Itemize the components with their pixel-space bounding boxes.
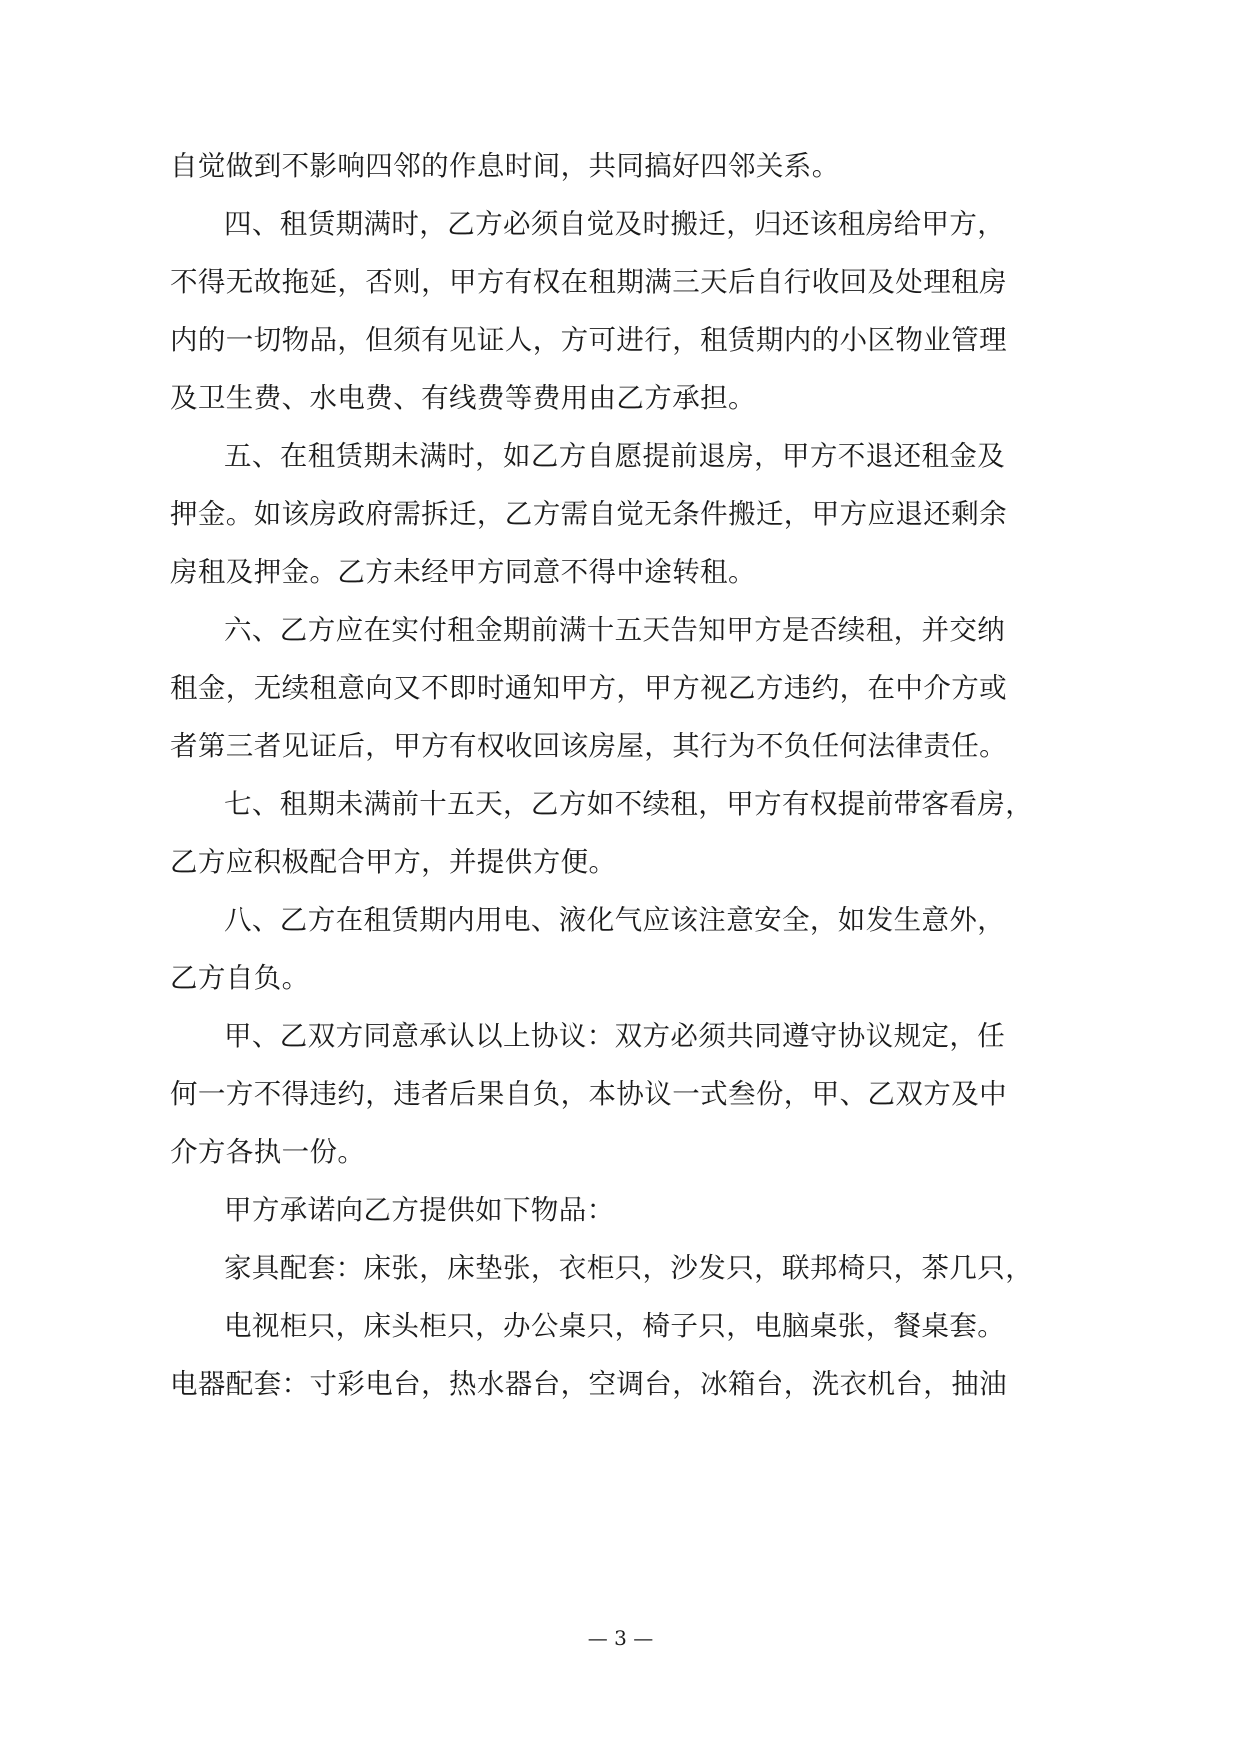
text-line: 押金。如该房政府需拆迁，乙方需自觉无条件搬迁，甲方应退还剩余 [170,498,1007,530]
text-line: 乙方应积极配合甲方，并提供方便。 [170,846,617,878]
text-line: 自觉做到不影响四邻的作息时间，共同搞好四邻关系。 [170,150,840,182]
text-line: 八、乙方在租赁期内用电、液化气应该注意安全，如发生意外， [224,904,1006,936]
text-line: 及卫生费、水电费、有线费等费用由乙方承担。 [170,382,756,414]
text-line: 乙方自负。 [170,962,310,994]
text-line: 何一方不得违约，违者后果自负，本协议一式叁份，甲、乙双方及中 [170,1078,1007,1110]
text-line: 电器配套：寸彩电台，热水器台，空调台，冰箱台，洗衣机台，抽油 [170,1368,1007,1400]
text-line: 七、租期未满前十五天，乙方如不续租，甲方有权提前带客看房， [224,788,1034,820]
text-line: 四、租赁期满时，乙方必须自觉及时搬迁，归还该租房给甲方， [224,208,1006,240]
text-line: 介方各执一份。 [170,1136,366,1168]
text-line: 房租及押金。乙方未经甲方同意不得中途转租。 [170,556,756,588]
text-line: 六、乙方应在实付租金期前满十五天告知甲方是否续租，并交纳 [224,614,1006,646]
text-line: 甲方承诺向乙方提供如下物品： [224,1194,615,1226]
text-line: 不得无故拖延，否则，甲方有权在租期满三天后自行收回及处理租房 [170,266,1007,298]
text-line: 租金，无续租意向又不即时通知甲方，甲方视乙方违约，在中介方或 [170,672,1007,704]
text-line: 家具配套：床张，床垫张，衣柜只，沙发只，联邦椅只，茶几只， [224,1252,1034,1284]
text-line: 五、在租赁期未满时，如乙方自愿提前退房，甲方不退还租金及 [224,440,1006,472]
text-line: 内的一切物品，但须有见证人，方可进行，租赁期内的小区物业管理 [170,324,1007,356]
text-line: 者第三者见证后，甲方有权收回该房屋，其行为不负任何法律责任。 [170,730,1007,762]
page-number: — 3 — [587,1626,654,1650]
text-line: 甲、乙双方同意承认以上协议：双方必须共同遵守协议规定，任 [224,1020,1006,1052]
text-line: 电视柜只，床头柜只，办公桌只，椅子只，电脑桌张，餐桌套。 [224,1310,1006,1342]
